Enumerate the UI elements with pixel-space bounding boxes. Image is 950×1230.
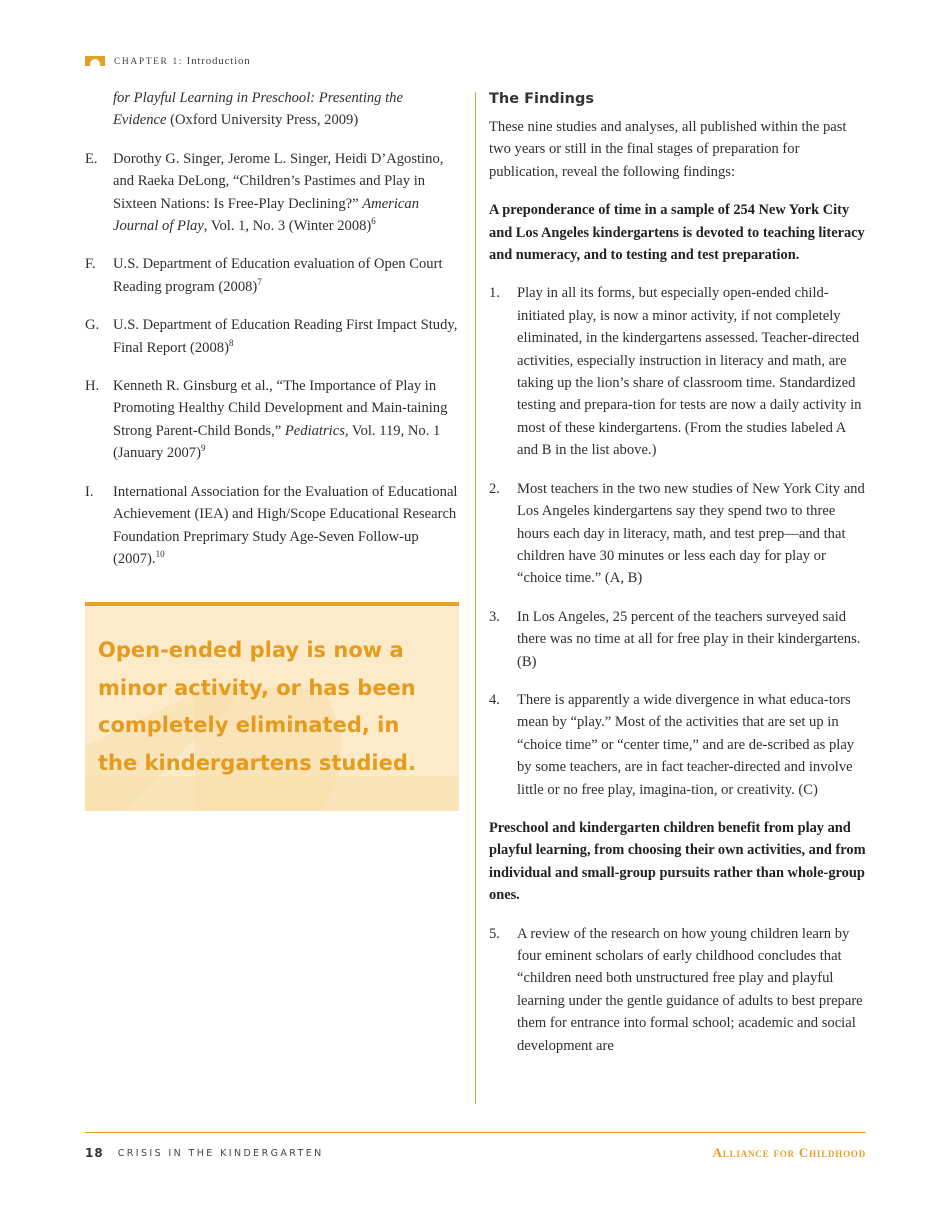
finding-text: Play in all its forms, but especially open-ended child-initiated play, is now a minor activity, if not completely eliminated, in the kindergartens assessed. Teacher-directed activities, especially instruction in literacy and math, are taking up the lion’s share of classroom time. Standardized testing and prepara-tion for tests are now a daily activity in most of these kindergartens. (From the studies labeled A and B in the list above.) (517, 285, 862, 459)
reference-continuation (85, 87, 460, 132)
reference-letter: I. (85, 483, 94, 500)
finding-number: 3. (489, 608, 500, 625)
publication-title: CRISIS IN THE KINDERGARTEN (117, 1147, 324, 1159)
finding-text: Most teachers in the two new studies of New York City and Los Angeles kindergartens say they spend two to three hours each day in literacy, math, and test prep—and that children have 30 minutes or less each day for play or “choice time.” (A, B) (517, 480, 865, 587)
footer-left (85, 1146, 324, 1160)
finding-number: 2. (489, 480, 500, 497)
reference-details: , Vol. 119, No. 1 (January 2007) (113, 422, 441, 462)
reference-letter: G. (85, 317, 100, 334)
finding-item (489, 689, 869, 801)
finding-number: 5. (489, 925, 500, 942)
finding-summary-1: A preponderance of time in a sample of 254 New York City and Los Angeles kindergartens is devoted to teaching literacy and numeracy, and to testing and test preparation. (489, 202, 865, 264)
findings-list-2 (489, 923, 869, 1057)
reference-journal: American Journal of Play (113, 195, 419, 235)
organization-name: Alliance for Childhood (712, 1145, 866, 1160)
reference-list (85, 148, 460, 571)
column-divider (475, 92, 476, 1104)
reference-text: Dorothy G. Singer, Jerome L. Singer, Heidi D’Agostino, and Raeka DeLong, “Children’s Pastimes and Play in Sixteen Nations: Is Free-Play Declining?” (113, 150, 444, 212)
section-heading: The Findings (489, 91, 594, 107)
reference-item (85, 375, 460, 465)
page-number: 18 (85, 1146, 104, 1160)
reference-item (85, 481, 460, 571)
finding-text: In Los Angeles, 25 percent of the teachers surveyed said there was no time at all for free play in their kindergartens. (B) (517, 608, 861, 670)
finding-number: 4. (489, 691, 500, 708)
reference-item (85, 148, 460, 238)
finding-text: A review of the research on how young children learn by four eminent scholars of early childhood concludes that “children need both unstructured free play and playful learning under the gentle guidance of adults to best prepare them for entrance into formal school; academic and social development are (517, 925, 863, 1054)
finding-item (489, 282, 869, 461)
footnote-marker: 9 (200, 443, 206, 454)
reference-text: Kenneth R. Ginsburg et al., “The Importance of Play in Promoting Healthy Child Development and Main-taining Strong Parent-Child Bonds,” (113, 378, 448, 439)
chapter-header (85, 54, 251, 68)
reference-item (85, 314, 460, 359)
footnote-marker: 7 (257, 276, 262, 287)
footnote-marker: 8 (228, 337, 234, 348)
reference-letter: H. (85, 378, 100, 395)
reference-title: for Playful Learning in Preschool: Presenting the Evidence (113, 90, 403, 129)
chapter-label: CHAPTER 1: (114, 57, 184, 67)
reference-publisher: (Oxford University Press, 2009) (166, 112, 359, 129)
reference-text: U.S. Department of Education evaluation of Open Court Reading program (2008) (113, 256, 443, 295)
footnote-marker: 10 (155, 549, 165, 560)
reference-text: U.S. Department of Education Reading First Impact Study, Final Report (2008) (113, 317, 458, 356)
finding-item (489, 923, 869, 1057)
reference-details: , Vol. 1, No. 3 (Winter 2008) (203, 218, 372, 235)
left-column (85, 87, 460, 586)
finding-item (489, 478, 869, 590)
finding-item (489, 606, 869, 673)
finding-text: There is apparently a wide divergence in what educa-tors mean by “play.” Most of the activities that are set up in “choice time” or “center time,” and are de-scribed as play by some teachers, are in fact teacher-directed and involve little or no free play, imagina-tion, or creativity. (C) (517, 691, 855, 798)
reference-item (85, 253, 460, 298)
reference-letter: F. (85, 256, 96, 273)
finding-summary-2: Preschool and kindergarten children benefit from play and playful learning, from choosing their own activities, and from individual and small-group pursuits rather than whole-group ones. (489, 819, 866, 904)
right-column (489, 88, 869, 1073)
chapter-title: Introduction (186, 55, 251, 67)
footer-rule (85, 1132, 866, 1133)
chapter-tab-icon (85, 56, 105, 66)
reference-letter: E. (85, 150, 98, 167)
findings-list-1 (489, 282, 869, 801)
reference-journal: Pediatrics (284, 422, 345, 439)
finding-number: 1. (489, 285, 500, 302)
pull-quote-text: Open-ended play is now a minor activity, or has been completely eliminated, in the kindergartens studied. (98, 638, 416, 775)
pull-quote (85, 602, 459, 811)
footnote-marker: 6 (371, 216, 376, 227)
intro-paragraph: These nine studies and analyses, all published within the past two years or still in the final stages of preparation for publication, reveal the following findings: (489, 119, 847, 180)
reference-text: International Association for the Evaluation of Educational Achievement (IEA) and High/Scope Educational Research Foundation Preprimary Study Age-Seven Follow-up (2007). (113, 483, 458, 567)
